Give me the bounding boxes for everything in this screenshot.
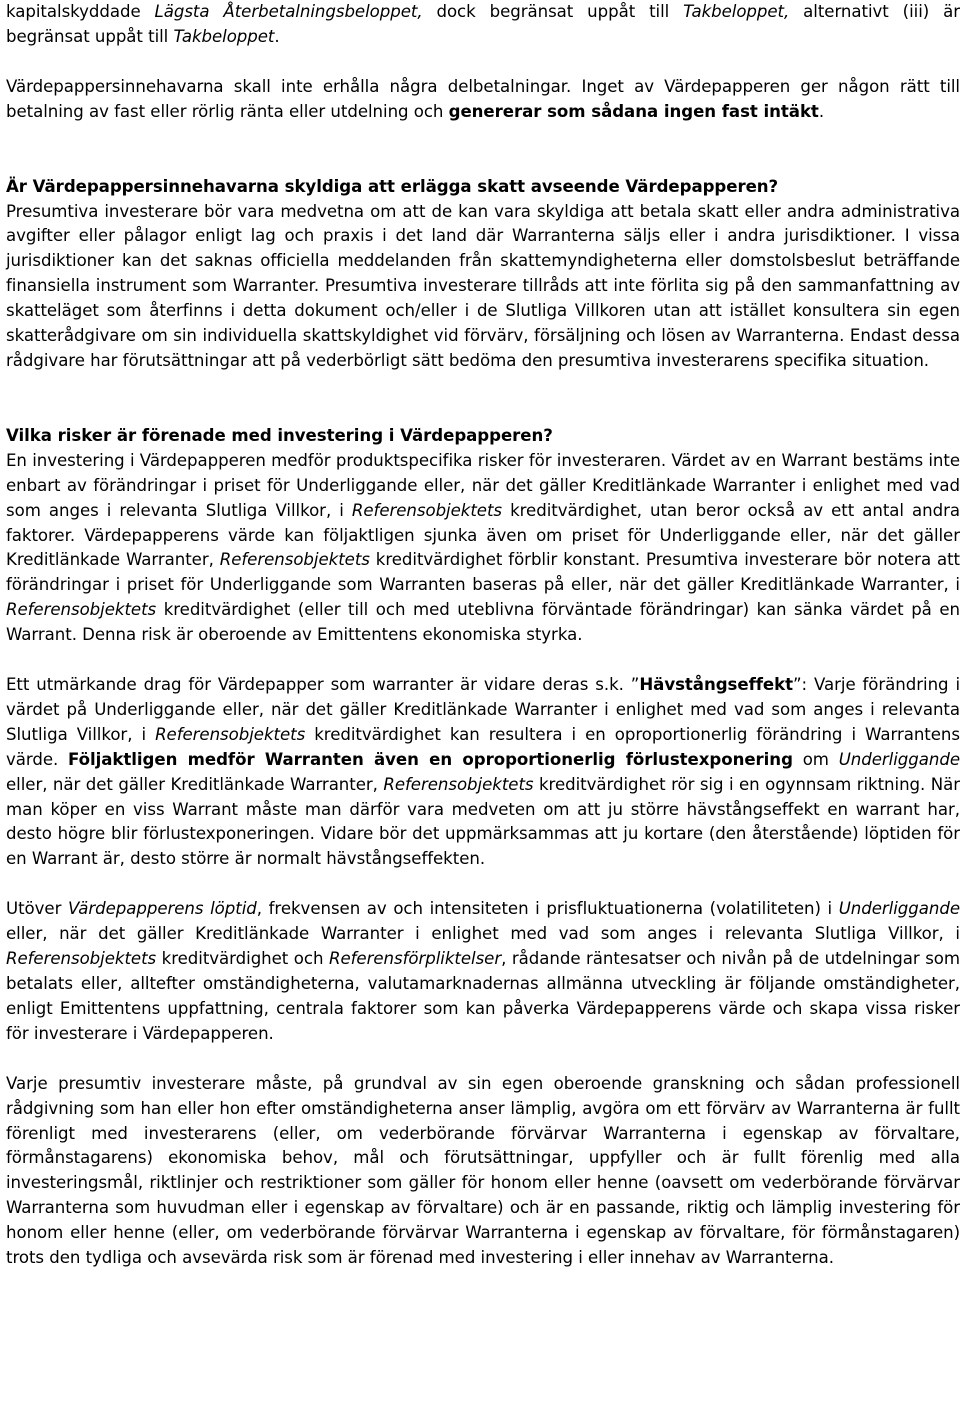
text-run: kreditvärdighet (eller till och med uteblivna förväntade förändringar) kan sänka värdet på en Warrant. Denna risk är oberoende av Emittentens ekonomiska styrka. [6, 600, 960, 645]
text-run: kreditvärdighet och [156, 949, 329, 969]
text-run: . [274, 26, 280, 46]
text-run: . [818, 101, 825, 121]
paragraph-value-factors [6, 897, 960, 1046]
term-referensobjektets: Referensobjektets [6, 949, 157, 969]
term-referensforpliktelser: Referensförpliktelser [329, 949, 502, 969]
text-run: Värdepappersinnehavarna skall inte erhålla några delbetalningar. Inget av Värdepapperen ger någon rätt till betalning av fast eller rörlig ränta eller utdelning och [6, 76, 960, 121]
heading-tax: Är Värdepappersinnehavarna skyldiga att erlägga skatt avseende Värdepapperen? [6, 176, 779, 196]
spacer [6, 872, 960, 897]
paragraph-leverage [6, 673, 960, 872]
emphasis-havstangseffekt: Hävstångseffekt [639, 675, 793, 695]
text-run: ”: Varje förändring i värdet på Underliggande eller, när det gäller Kreditlänkade Warranter i enlighet med vad som anges i relevanta Slutliga Villkor, i [6, 675, 960, 744]
spacer [6, 648, 960, 673]
text-run: , rådande räntesatser och nivån på de utdelningar som betalats eller, alltefter omständigheterna, valutamarknadernas allmänna utveckling är följande omständigheter, enligt Emittentens uppfattning, centrala faktorer som kan påverka Värdepapperens värde och skapa vissa risker för investerare i Värdepapperen. [6, 949, 960, 1043]
spacer [6, 1047, 960, 1072]
text-run: eller, när det gäller Kreditlänkade Warranter, [6, 774, 384, 794]
paragraph-suitability: Varje presumtiv investerare måste, på grundval av sin egen oberoende granskning och sådan professionell rådgivning som han eller hon efter omständigheterna anser lämplig, avgöra om ett förvärv av Warranterna är fullt förenligt med investerarens (eller, om vederbörande förvärvar Warranterna i egenskap av förvaltare, förmånstagarens) ekonomiska behov, mål och förutsättningar, uppfyller och är fullt förenlig med alla investeringsmål, riktlinjer och restriktioner som gäller för honom eller henne (oavsett om vederbörande förvärvar Warranterna som huvudman eller i egenskap av förvaltare) och är en passande, riktig och lämplig investering för honom eller henne (eller, om vederbörande förvärvar Warranterna i egenskap av förvaltare, för förmånstagaren) trots den tydliga och avsevärda risk som är förenad med investering i eller innehav av Warranterna. [6, 1073, 960, 1268]
emphasis-no-fixed-income: genererar som sådana ingen fast intäkt [448, 101, 819, 121]
emphasis-loss-exposure: Följaktligen medför Warranten även en oproportionerlig förlustexponering [68, 749, 793, 769]
term-takbeloppet: Takbeloppet, [683, 2, 790, 21]
paragraph-product-risks [6, 449, 960, 648]
paragraph-no-installments [6, 75, 960, 125]
spacer [6, 50, 960, 75]
paragraph-payout-cap [6, 0, 960, 50]
term-referensobjektets: Referensobjektets [155, 724, 306, 744]
text-run: kreditvärdighet, utan beror också av ett antal andra faktorer. Värdepapperens värde kan följaktligen sjunka även om priset för Underliggande eller, när det gäller Kreditlänkade Warranter, [6, 500, 960, 570]
term-referensobjektets: Referensobjektets [351, 500, 503, 520]
spacer [6, 374, 960, 424]
document-page [6, 0, 960, 1271]
spacer [6, 125, 960, 175]
text-run: dock begränsat uppåt till [422, 2, 684, 21]
text-run: Ett utmärkande drag för Värdepapper som warranter är vidare deras s.k. ” [6, 675, 640, 695]
text-run: eller, när det gäller Kreditlänkade Warranter i enlighet med vad som anges i relevanta Slutliga Villkor, i [6, 924, 960, 944]
text-run: En investering i Värdepapperen medför produktspecifika risker för investeraren. Värdet av en Warrant bestäms inte enbart av förändringar i priset för Underliggande eller, när det gäller Kreditlänkade Warranter i enlighet med vad som anges i relevanta Slutliga Villkor, i [6, 450, 960, 520]
term-lagsta-aterbetalningsbeloppet: Lägsta Återbetalningsbeloppet, [154, 2, 423, 21]
text-run: om [792, 749, 839, 769]
term-referensobjektets: Referensobjektets [6, 600, 157, 620]
heading-risks: Vilka risker är förenade med investering i Värdepapperen? [6, 425, 553, 445]
text-run: kreditvärdighet kan resultera i en oproportionerlig förändring i Warrantens värde. [6, 724, 960, 769]
text-run: kreditvärdighet förblir konstant. Presumtiva investerare bör notera att förändringar i priset för Underliggande som Warranten baseras på eller, när det gäller Kreditlänkade Warranter, i [6, 550, 960, 595]
term-referensobjektets: Referensobjektets [219, 550, 370, 570]
text-run: Utöver [6, 899, 68, 919]
text-run: alternativt (iii) är begränsat uppåt till [6, 2, 960, 46]
term-referensobjektets: Referensobjektets [383, 774, 534, 794]
term-vardepapperens-loptid: Värdepapperens löptid [68, 899, 257, 919]
text-run: kapitalskyddade [6, 2, 155, 21]
paragraph-tax: Presumtiva investerare bör vara medvetna om att de kan vara skyldiga att betala skatt eller andra administrativa avgifter eller pålagor enligt lag och praxis i det land där Warranterna säljs eller i andra jurisdiktioner. I vissa jurisdiktioner kan det saknas officiella meddelanden från skattemyndigheterna eller domstolsbeslut beträffande finansiella instrument som Warranter. Presumtiva investerare tillråds att inte förlita sig på den sammanfattning av skatteläget som återfinns i detta dokument och/eller i de Slutliga Villkoren utan att istället konsultera sin egen skatterådgivare om sin individuella skattskyldighet vid förvärv, försäljning och lösen av Warranterna. Endast dessa rådgivare har förutsättningar att på vederbörligt sätt bedöma den presumtiva investerarens specifika situation. [6, 201, 960, 370]
term-underliggande: Underliggande [838, 899, 960, 919]
text-run: kreditvärdighet rör sig i en ogynnsam riktning. När man köper en viss Warrant måste man därför vara medveten om att ju större hävstångseffekt en warrant har, desto högre blir förlustexponeringen. Vidare bör det uppmärksammas att ju kortare (den återstående) löptiden för en Warrant är, desto större är normalt hävstångseffekten. [6, 774, 960, 869]
term-underliggande: Underliggande [838, 749, 960, 769]
text-run: , frekvensen av och intensiteten i prisfluktuationerna (volatiliteten) i [256, 899, 839, 919]
term-takbeloppet: Takbeloppet [173, 26, 275, 46]
